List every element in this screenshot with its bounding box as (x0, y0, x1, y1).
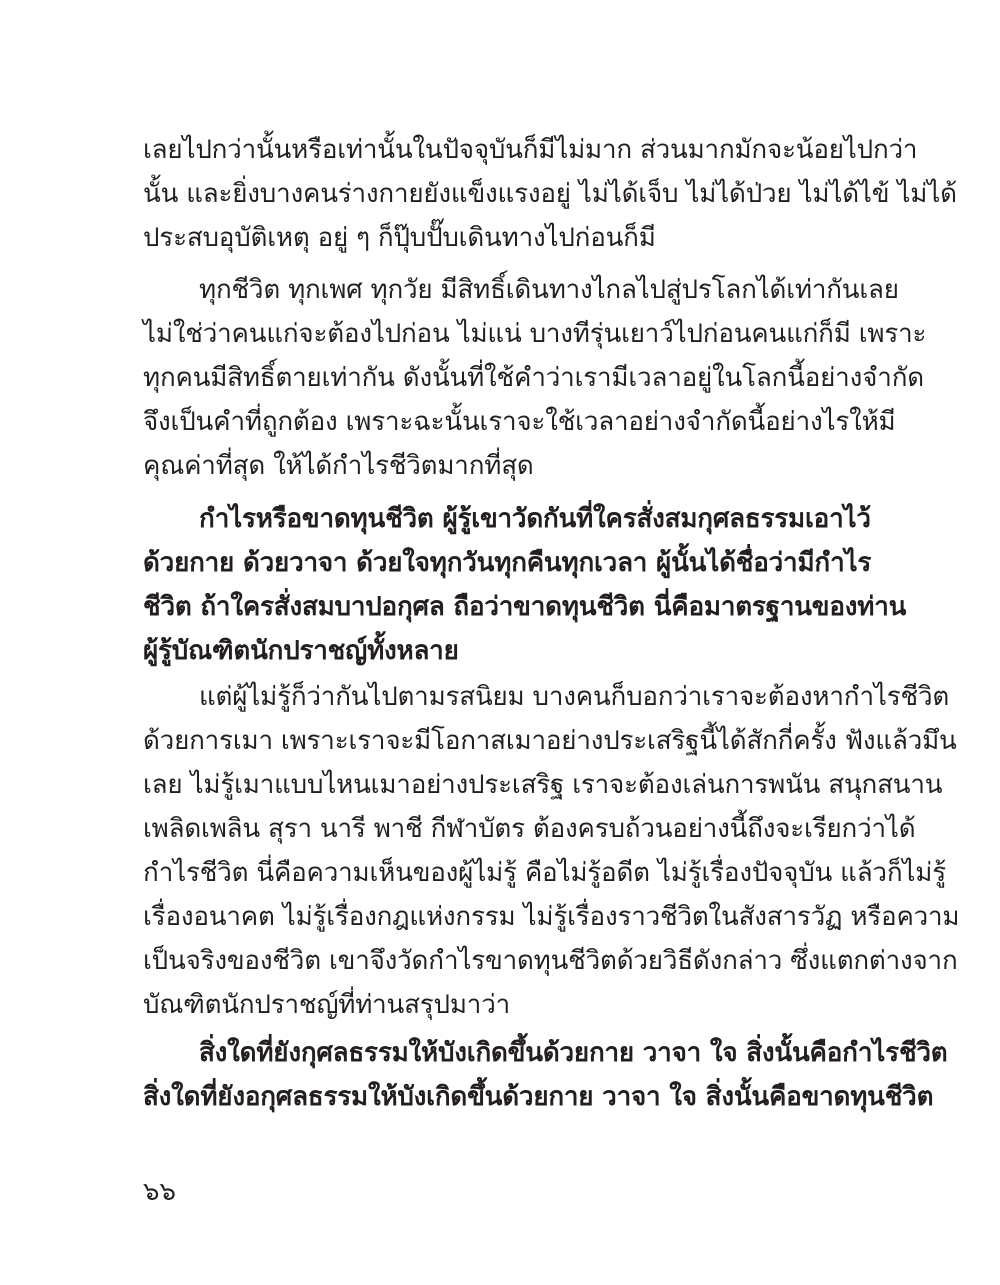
paragraph-1 (143, 128, 957, 260)
paragraph-line: ไม่ใช่ว่าคนแก่จะต้องไปก่อน ไม่แน่ บางทีรุ่นเยาว์ไปก่อนคนแก่ก็มี เพราะ (143, 319, 927, 349)
paragraph-line: บัณฑิตนักปราชญ์ที่ท่านสรุปมาว่า (143, 990, 511, 1020)
paragraph-line: ทุกคนมีสิทธิ์ตายเท่ากัน ดังนั้นที่ใช้คำว่าเรามีเวลาอยู่ในโลกนี้อย่างจำกัด (143, 363, 924, 393)
paragraph-line: กำไรชีวิต นี่คือความเห็นของผู้ไม่รู้ คือไม่รู้อดีต ไม่รู้เรื่องปัจจุบัน แล้วก็ไม่รู้ (143, 858, 946, 888)
paragraph-line: ผู้รู้บัณฑิตนักปราชญ์ทั้งหลาย (143, 636, 459, 666)
paragraph-line: เรื่องอนาคต ไม่รู้เรื่องกฎแห่งกรรม ไม่รู้เรื่องราวชีวิตในสังสารวัฏ หรือความ (143, 902, 960, 932)
paragraph-line: สิ่งใดที่ยังกุศลธรรมให้บังเกิดขึ้นด้วยกาย วาจา ใจ สิ่งนั้นคือกำไรชีวิต (199, 1038, 948, 1068)
paragraph-line: ด้วยกาย ด้วยวาจา ด้วยใจทุกวันทุกคืนทุกเวลา ผู้นั้นได้ชื่อว่ามีกำไร (143, 548, 872, 578)
paragraph-line: เพลิดเพลิน สุรา นารี พาชี กีฬาบัตร ต้องครบถ้วนอย่างนี้ถึงจะเรียกว่าได้ (143, 814, 916, 844)
paragraph-line: เลย ไม่รู้เมาแบบไหนเมาอย่างประเสริฐ เราจะต้องเล่นการพนัน สนุกสนาน (143, 770, 943, 800)
paragraph-line: เลยไปกว่านั้นหรือเท่านั้นในปัจจุบันก็มีไม่มาก ส่วนมากมักจะน้อยไปกว่า (143, 135, 918, 165)
paragraph-line: คุณค่าที่สุด ให้ได้กำไรชีวิตมากที่สุด (143, 451, 534, 481)
paragraph-line: ชีวิต ถ้าใครสั่งสมบาปอกุศล ถือว่าขาดทุนชีวิต นี่คือมาตรฐานของท่าน (143, 592, 907, 622)
paragraph-2 (143, 268, 927, 488)
paragraph-line: ประสบอุบัติเหตุ อยู่ ๆ ก็ปุ๊บปั๊บเดินทางไปก่อนก็มี (143, 223, 656, 253)
paragraph-line: แต่ผู้ไม่รู้ก็ว่ากันไปตามรสนิยม บางคนก็บอกว่าเราจะต้องหากำไรชีวิต (199, 682, 950, 712)
paragraph-3 (143, 675, 960, 1027)
paragraph-line: จึงเป็นคำที่ถูกต้อง เพราะฉะนั้นเราจะใช้เวลาอย่างจำกัดนี้อย่างไรให้มี (143, 407, 896, 437)
paragraph-line: กำไรหรือขาดทุนชีวิต ผู้รู้เขาวัดกันที่ใครสั่งสมกุศลธรรมเอาไว้ (199, 504, 871, 534)
bold-paragraph-1 (143, 497, 907, 673)
paragraph-line: ด้วยการเมา เพราะเราจะมีโอกาสเมาอย่างประเสริฐนี้ได้สักกี่ครั้ง ฟังแล้วมึน (143, 726, 957, 756)
paragraph-line: เป็นจริงของชีวิต เขาจึงวัดกำไรขาดทุนชีวิตด้วยวิธีดังกล่าว ซึ่งแตกต่างจาก (143, 946, 958, 976)
paragraph-line: สิ่งใดที่ยังอกุศลธรรมให้บังเกิดขึ้นด้วยกาย วาจา ใจ สิ่งนั้นคือขาดทุนชีวิต (143, 1082, 934, 1112)
paragraph-line: นั้น และยิ่งบางคนร่างกายยังแข็งแรงอยู่ ไม่ได้เจ็บ ไม่ได้ป่วย ไม่ได้ไข้ ไม่ได้ (143, 179, 957, 209)
page-number: ๖๖ (143, 1177, 177, 1207)
paragraph-line: ทุกชีวิต ทุกเพศ ทุกวัย มีสิทธิ์เดินทางไกลไปสู่ปรโลกได้เท่ากันเลย (199, 275, 899, 305)
bold-paragraph-2 (143, 1031, 948, 1119)
